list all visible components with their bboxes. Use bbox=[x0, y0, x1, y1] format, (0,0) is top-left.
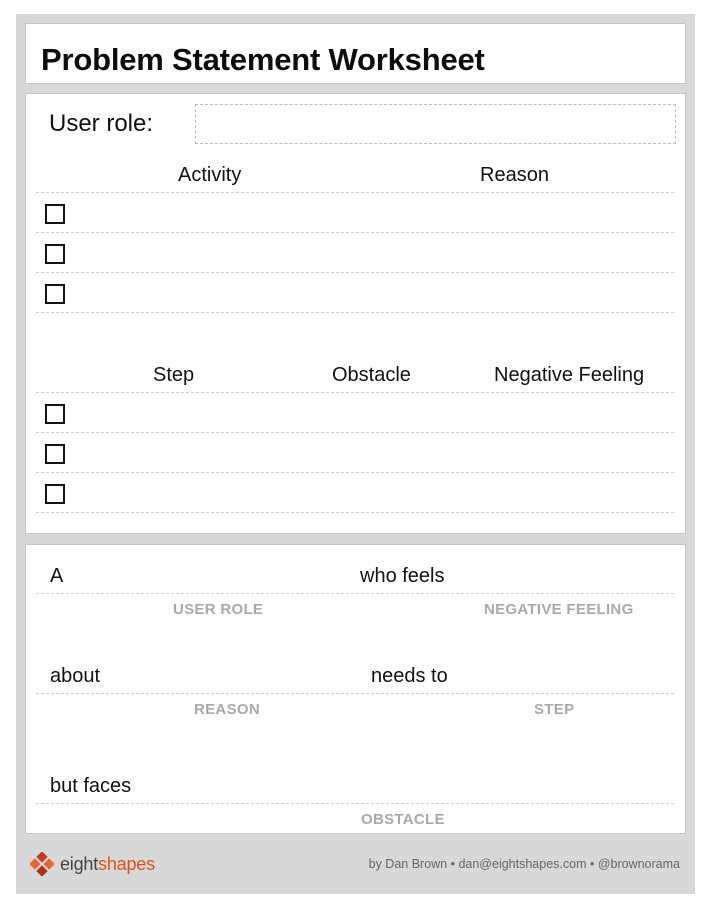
worksheet-frame bbox=[16, 14, 695, 894]
divider bbox=[36, 512, 674, 513]
author-credit: by Dan Brown • dan@eightshapes.com • @brownorama bbox=[368, 857, 680, 871]
activity-header: Activity bbox=[178, 164, 242, 186]
brand-part-2: shapes bbox=[98, 853, 155, 874]
activity-row-3-checkbox[interactable] bbox=[45, 284, 65, 304]
divider bbox=[36, 472, 674, 473]
divider bbox=[36, 312, 674, 313]
negative-feeling-header: Negative Feeling bbox=[494, 364, 645, 386]
step-row-1-checkbox[interactable] bbox=[45, 404, 65, 424]
brand-part-1: eight bbox=[60, 853, 99, 874]
divider bbox=[36, 192, 674, 193]
activity-row-2-checkbox[interactable] bbox=[45, 244, 65, 264]
activity-row-1-checkbox[interactable] bbox=[45, 204, 65, 224]
obstacle-header: Obstacle bbox=[332, 364, 411, 386]
user-role-caption: USER ROLE bbox=[173, 601, 264, 618]
title-panel bbox=[25, 23, 686, 84]
page-title: Problem Statement Worksheet bbox=[41, 42, 485, 77]
statement-who-feels-label: who feels bbox=[360, 565, 445, 587]
statement-a-label: A bbox=[50, 565, 64, 587]
step-row-2-checkbox[interactable] bbox=[45, 444, 65, 464]
user-role-label: User role: bbox=[49, 110, 154, 137]
obstacle-caption: OBSTACLE bbox=[361, 811, 445, 828]
brand-name bbox=[60, 854, 155, 875]
statement-line-1 bbox=[36, 593, 674, 594]
reason-caption: REASON bbox=[194, 701, 260, 718]
divider bbox=[36, 432, 674, 433]
step-header: Step bbox=[153, 364, 195, 386]
statement-panel bbox=[25, 544, 686, 834]
eightshapes-logo bbox=[30, 852, 155, 876]
input-panel bbox=[25, 93, 686, 534]
statement-line-3 bbox=[36, 803, 674, 804]
divider bbox=[36, 392, 674, 393]
divider bbox=[36, 232, 674, 233]
user-role-input[interactable] bbox=[195, 104, 676, 144]
statement-about-label: about bbox=[50, 665, 101, 687]
divider bbox=[36, 272, 674, 273]
step-row-3-checkbox[interactable] bbox=[45, 484, 65, 504]
statement-needs-to-label: needs to bbox=[371, 665, 448, 687]
reason-header: Reason bbox=[480, 164, 549, 186]
eightshapes-logo-icon bbox=[30, 852, 54, 876]
statement-but-faces-label: but faces bbox=[50, 775, 132, 797]
statement-line-2 bbox=[36, 693, 674, 694]
step-caption: STEP bbox=[534, 701, 575, 718]
negative-feeling-caption: NEGATIVE FEELING bbox=[484, 601, 634, 618]
